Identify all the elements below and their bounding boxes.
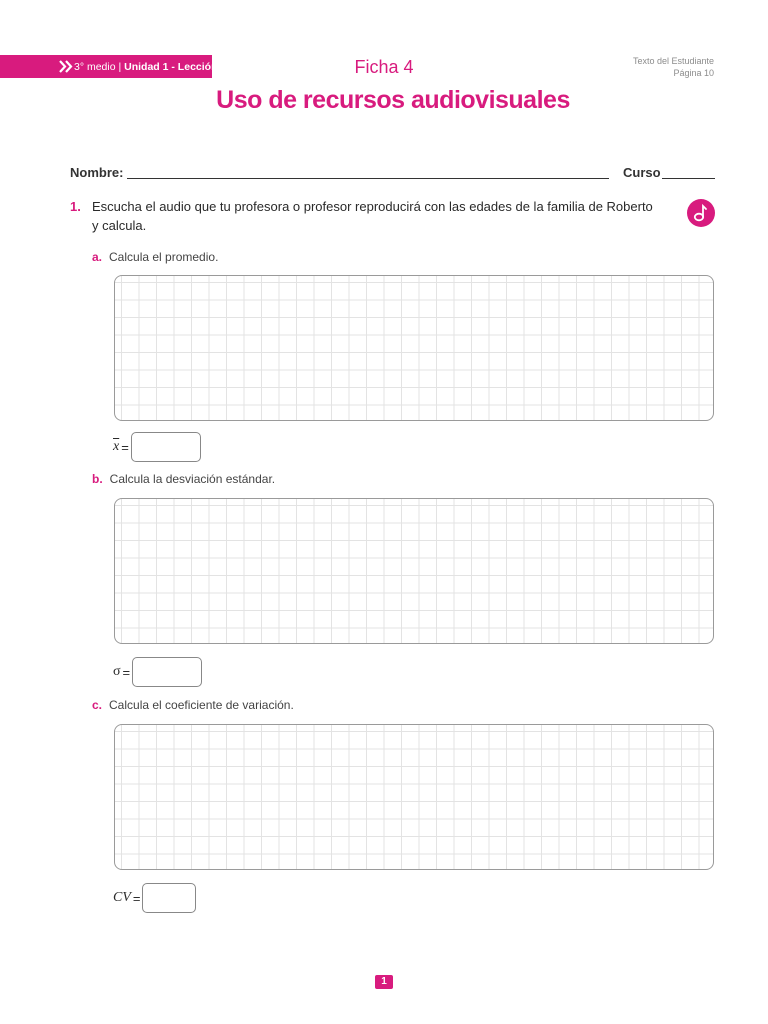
question-number: 1. — [70, 199, 81, 214]
answer-c — [113, 883, 196, 913]
nombre-label: Nombre: — [70, 165, 124, 180]
part-a-text: Calcula el promedio. — [109, 250, 219, 264]
part-c — [92, 698, 294, 712]
part-b-text: Calcula la desviación estándar. — [109, 472, 276, 486]
mean-answer-input[interactable] — [131, 432, 201, 462]
part-a — [92, 250, 218, 264]
cv-symbol: CV — [113, 890, 131, 905]
music-note-icon[interactable] — [687, 199, 715, 227]
source-label: Texto del Estudiante — [632, 56, 714, 66]
banner-separator: | — [118, 60, 122, 73]
part-b-letter: b. — [92, 472, 103, 486]
answer-b — [113, 657, 202, 687]
answer-b-equals: = — [122, 664, 131, 680]
curso-field[interactable] — [662, 178, 715, 179]
grid-workspace-b[interactable] — [114, 498, 714, 644]
grid-workspace-c[interactable] — [114, 724, 714, 870]
question-text: Escucha el audio que tu profesora o profesor reproducirá con las edades de la familia de Roberto y calcula. — [92, 199, 653, 233]
part-c-letter: c. — [92, 698, 103, 712]
grid-workspace-a[interactable] — [114, 275, 714, 421]
nombre-field[interactable] — [127, 178, 609, 179]
std-dev-answer-input[interactable] — [132, 657, 202, 687]
mean-symbol: $\overline{x}$ — [113, 439, 120, 454]
unit-label: Unidad 1 - Lección 1 — [124, 60, 227, 73]
name-course-row — [70, 165, 715, 183]
answer-a-equals: = — [121, 439, 129, 455]
answer-a — [113, 432, 201, 462]
cv-answer-input[interactable] — [142, 883, 196, 913]
answer-c-equals: = — [132, 890, 141, 906]
music-note-glyph — [687, 199, 715, 227]
part-b — [92, 472, 275, 486]
part-a-letter: a. — [92, 250, 103, 264]
question-1 — [70, 197, 660, 235]
part-c-text: Calcula el coeficiente de variación. — [109, 698, 294, 712]
sigma-symbol: σ — [113, 664, 121, 679]
page-title: Uso de recursos audiovisuales — [216, 86, 570, 114]
grade-label: 3° medio — [74, 60, 116, 73]
page-ref-label: Página 10 — [673, 68, 714, 78]
page-number: 1 — [375, 975, 393, 989]
curso-label: Curso — [623, 165, 661, 180]
ficha-label: Ficha 4 — [354, 57, 414, 77]
